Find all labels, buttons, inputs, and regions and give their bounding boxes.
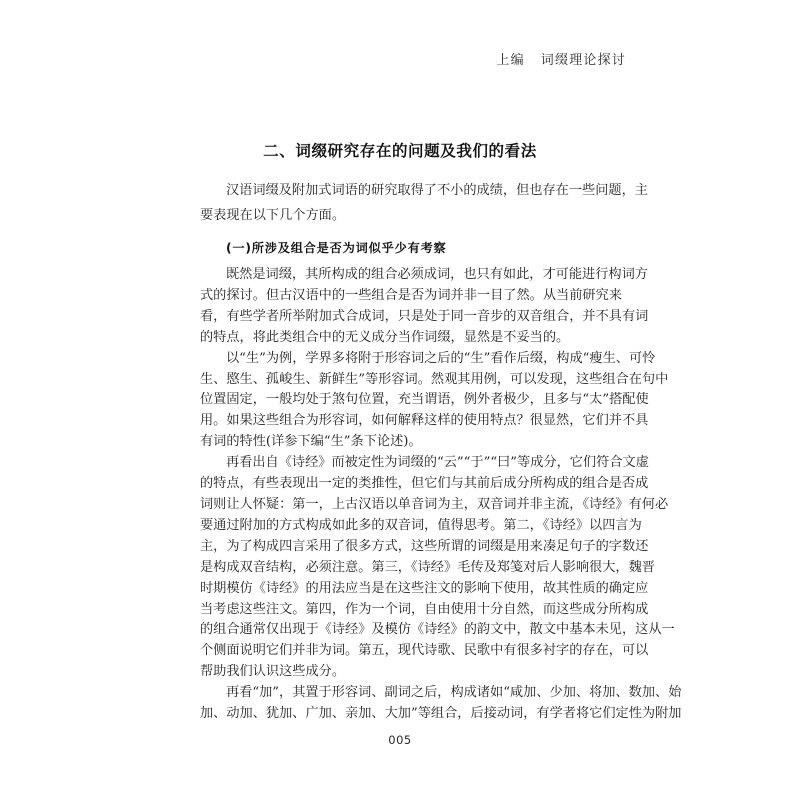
body-line: 位置固定，一般均处于煞句位置，充当谓语，例外者极少，且多与“太”搭配使 (200, 392, 649, 408)
intro-line: 汉语词缀及附加式词语的研究取得了不小的成绩，但也存在一些问题，主 (226, 183, 648, 198)
body-line: 的特点，有些表现出一定的类推性，但它们与其前后成分所构成的组合是否成 (200, 476, 649, 492)
body-line: 以“生”为例，学界多将附于形容词之后的“生”看作后缀，构成“瘦生、可怜 (226, 350, 656, 366)
running-head-part: 上编 (496, 53, 525, 68)
body-line: 看，有些学者所举附加式合成词，只是处于同一音步的双音组合，并不具有词 (200, 308, 649, 324)
body-line: 时期模仿《诗经》的用法应当是在这些注文的影响下使用，故其性质的确定应 (200, 580, 649, 596)
intro-line: 要表现在以下几个方面。 (200, 208, 346, 223)
page-number: 005 (388, 733, 412, 747)
body-line: 要通过附加的方式构成如此多的双音词，值得思考。第二，《诗经》以四言为 (200, 517, 642, 533)
body-line: 加、动加、犹加、广加、亲加、大加”等组合，后接动词，有学者将它们定性为附加 (200, 706, 682, 722)
body-line: 既然是词缀，其所构成的组合必须成词，也只有如此，才可能进行构词方 (226, 267, 648, 282)
section-title: 二、词缀研究存在的问题及我们的看法 (263, 142, 537, 160)
body-line: 帮助我们认识这些成分。 (200, 664, 346, 680)
body-line: 是构成双音结构，必须注意。第三，《诗经》毛传及郑笺对后人影响很大，魏晋 (200, 559, 655, 575)
body-line: 式的探讨。但古汉语中的一些组合是否为词并非一目了然。从当前研究来 (200, 287, 622, 303)
running-head (496, 49, 626, 68)
subsection-title: (一)所涉及组合是否为词似乎少有考察 (226, 241, 447, 255)
body-line: 的组合通常仅出现于《诗经》及模仿《诗经》的韵文中，散文中基本未见，这从一 (200, 622, 675, 638)
body-line: 再看“加”，其置于形容词、副词之后，构成诸如“咸加、少加、将加、数加、始 (226, 685, 682, 701)
body-line: 有词的特性(详参下编“生”条下论述)。 (200, 434, 422, 450)
body-line: 用。如果这些组合为形容词，如何解释这样的使用特点？很显然，它们并不具 (200, 413, 649, 429)
body-line: 当考虑这些注文。第四，作为一个词，自由使用十分自然，而这些成分所构成 (200, 601, 649, 617)
body-line: 个侧面说明它们并非为词。第五，现代诗歌、民歌中有很多衬字的存在，可以 (200, 643, 649, 659)
body-line: 的特点，将此类组合中的无义成分当作词缀，显然是不妥当的。 (200, 329, 570, 345)
running-head-title: 词缀理论探讨 (540, 53, 626, 68)
body-line: 主，为了构成四言采用了很多方式，这些所谓的词缀是用来凑足句子的字数还 (200, 538, 649, 554)
body-line: 再看出自《诗经》而被定性为词缀的“云”“于”“曰”等成分，它们符合文虚 (226, 455, 649, 471)
body-line: 词则让人怀疑：第一，上古汉语以单音词为主，双音词并非主流，《诗经》有何必 (200, 497, 669, 512)
body-line: 生、愍生、孤峻生、新鲜生”等形容词。然观其用例，可以发现，这些组合在句中 (200, 371, 669, 387)
